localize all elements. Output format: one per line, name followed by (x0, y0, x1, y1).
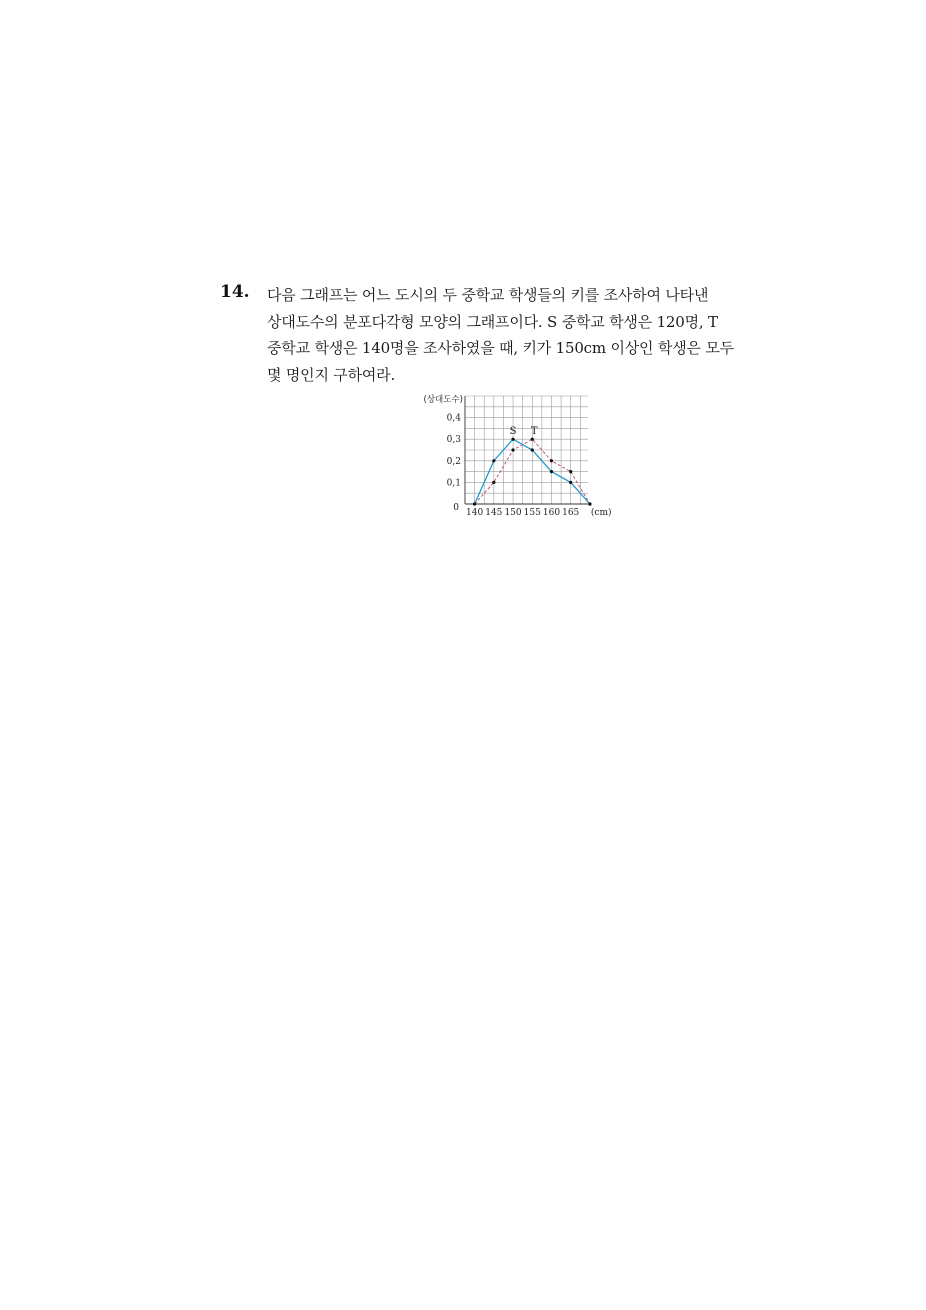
data-point-s (492, 459, 495, 462)
series-label-t: T (530, 426, 538, 438)
data-point-t (588, 502, 591, 505)
data-point-s (531, 448, 534, 451)
origin-label: 0 (453, 503, 459, 513)
data-point-s (511, 438, 514, 441)
question-line-4: 몇 명인지 구하여라. (267, 365, 396, 384)
y-tick-label: 0,2 (446, 456, 461, 467)
data-point-s (569, 481, 572, 484)
question-line-3: 중학교 학생은 140명을 조사하였을 때, 키가 150cm 이상인 학생은 모두 (267, 339, 734, 357)
y-tick-label: 0,3 (446, 435, 461, 446)
x-tick-label: 155 (523, 508, 541, 518)
data-point-t (550, 459, 553, 462)
question-line-1: 다음 그래프는 어느 도시의 두 중학교 학생들의 키를 조사하여 나타낸 (267, 286, 709, 304)
y-tick-label: 0,4 (446, 413, 461, 424)
x-tick-label: 165 (562, 508, 580, 518)
chart-grid (465, 396, 588, 504)
x-tick-label: 140 (466, 508, 484, 518)
x-unit-label: (cm) (590, 508, 612, 518)
chart-labels (424, 394, 612, 518)
x-tick-label: 145 (485, 508, 503, 518)
series-label-s: S (509, 426, 517, 438)
question-line-2: 상대도수의 분포다각형 모양의 그래프이다. S 중학교 학생은 120명, T (267, 312, 718, 331)
y-tick-label: 0,1 (446, 478, 461, 489)
x-tick-label: 150 (504, 508, 522, 518)
data-point-t (569, 470, 572, 473)
data-point-t (492, 481, 495, 484)
data-point-t (511, 448, 514, 451)
y-axis-label: (상대도수) (423, 395, 463, 405)
data-point-s (550, 470, 553, 473)
data-point-t (473, 502, 476, 505)
question-number: 14. (220, 282, 250, 302)
data-point-t (531, 438, 534, 441)
x-tick-label: 160 (542, 508, 561, 518)
